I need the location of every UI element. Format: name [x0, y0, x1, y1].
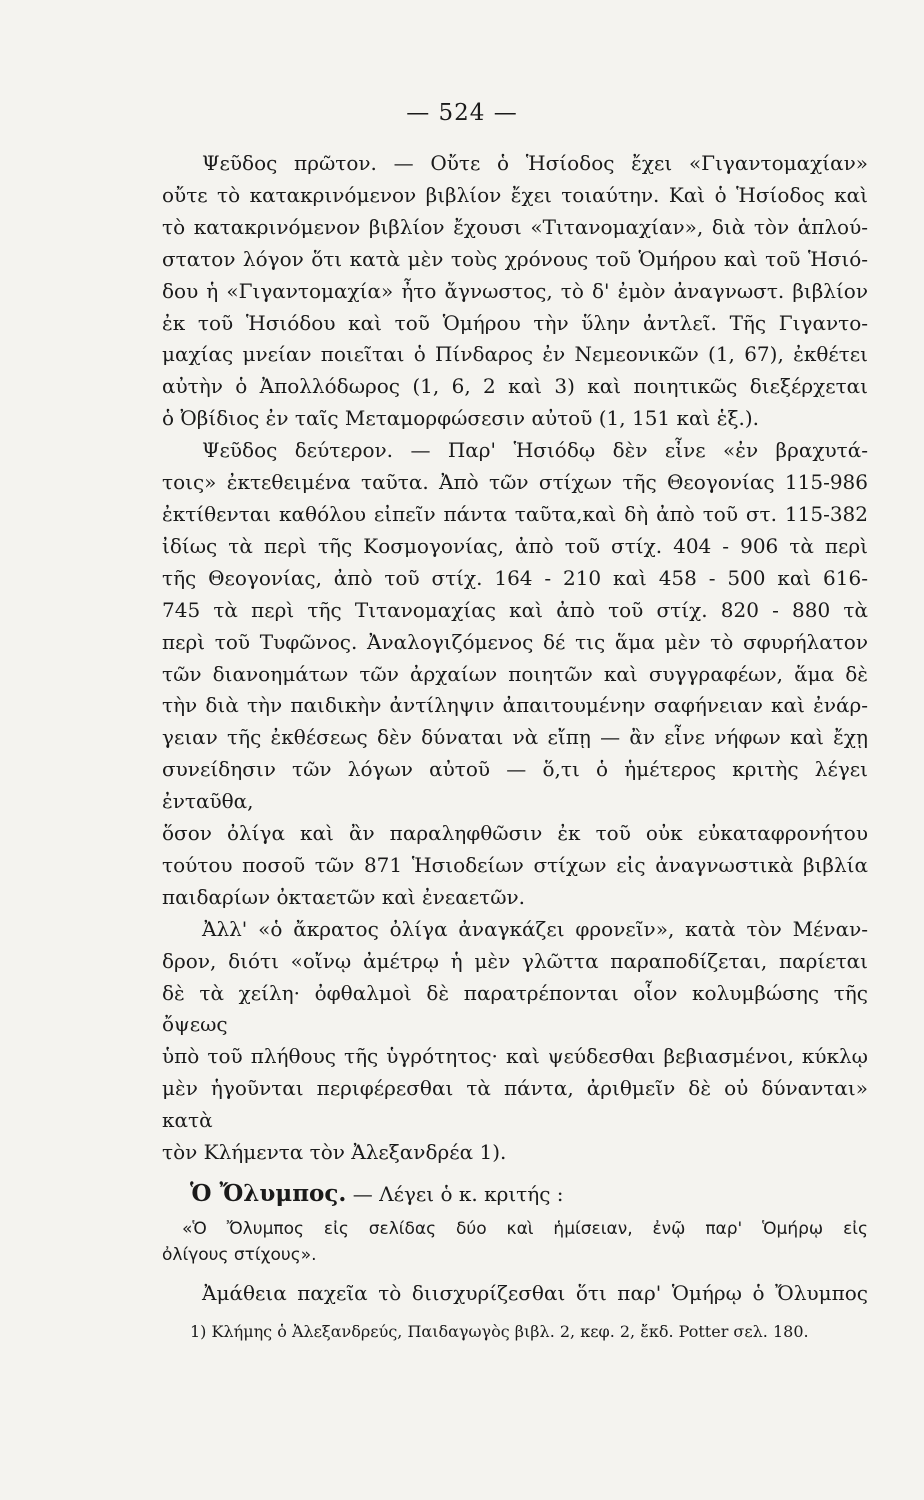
text-line: μαχίας μνείαν ποιεῖται ὁ Πίνδαρος ἐν Νεμεονικῶν (1, 67), ἐκθέτει: [162, 342, 868, 367]
text-line: ὑπὸ τοῦ πλήθους τῆς ὑγρότητος· καὶ ψεύδεσθαι βεβιασμένοι, κύκλῳ: [162, 1044, 868, 1069]
page-number: — 524 —: [406, 100, 518, 126]
body-text: [162, 148, 868, 1169]
text-line: αὐτὴν ὁ Ἀπολλόδωρος (1, 6, 2 καὶ 3) καὶ ποιητικῶς διεξέρχεται: [162, 374, 868, 399]
text-line: ὁ Ὀβίδιος ἐν ταῖς Μεταμορφώσεσιν αὐτοῦ (1, 151 καὶ ἑξ.).: [162, 406, 759, 431]
text-line: τούτου ποσοῦ τῶν 871 Ἡσιοδείων στίχων εἰς ἀναγνωστικὰ βιβλία: [162, 852, 868, 877]
text-line: τὸν Κλήμεντα τὸν Ἀλεξανδρέα 1).: [162, 1140, 507, 1165]
text-line: περὶ τοῦ Τυφῶνος. Ἀναλογιζόμενος δέ τις ἅμα μὲν τὸ σφυρήλατον: [162, 629, 868, 654]
text-line: τὸ κατακρινόμενον βιβλίον ἔχουσι «Τιτανομαχίαν», διὰ τὸν ἁπλού-: [162, 214, 868, 239]
section-body: [162, 1278, 868, 1310]
text-line: συνείδησιν τῶν λόγων αὐτοῦ — ὅ,τι ὁ ἡμέτερος κριτὴς λέγει ἐνταῦθα,: [162, 757, 868, 814]
text-line: δου ἡ «Γιγαντομαχία» ἦτο ἄγνωστος, τὸ δ' ἐμὸν ἀναγνωστ. βιβλίον: [162, 278, 868, 303]
text-line: τὴν διὰ τὴν παιδικὴν ἀντίληψιν ἀπαιτουμένην σαφήνειαν καὶ ἐνάρ-: [162, 693, 868, 718]
section-heading: [190, 1180, 868, 1207]
paragraph-3: [162, 914, 868, 1169]
text-line: Ψεῦδος δεύτερον. — Παρ' Ἡσιόδῳ δὲν εἶνε «ἐν βραχυτά-: [202, 438, 868, 463]
text-line: παιδαρίων ὀκταετῶν καὶ ἐνεαετῶν.: [162, 884, 526, 909]
text-line: οὔτε τὸ κατακρινόμενον βιβλίον ἔχει τοιαύτην. Καὶ ὁ Ἡσίοδος καὶ: [162, 182, 868, 207]
text-line: δρον, διότι «οἴνῳ ἀμέτρῳ ἡ μὲν γλῶττα παραποδίζεται, παρίεται: [162, 948, 868, 973]
critic-quote: [162, 1216, 868, 1268]
text-line: μὲν ἡγοῦνται περιφέρεσθαι τὰ πάντα, ἀριθμεῖν δὲ οὐ δύνανται» κατὰ: [162, 1076, 868, 1133]
footnote: 1) Κλήμης ὁ Ἀλεξανδρεύς, Παιδαγωγὸς βιβλ. 2, κεφ. 2, ἔκδ. Potter σελ. 180.: [190, 1322, 809, 1341]
text-line: 745 τὰ περὶ τῆς Τιτανομαχίας καὶ ἀπὸ τοῦ στίχ. 820 - 880 τὰ: [162, 597, 868, 622]
text-line: τοις» ἐκτεθειμένα ταῦτα. Ἀπὸ τῶν στίχων τῆς Θεογονίας 115-986: [162, 470, 868, 495]
paragraph-1: [162, 148, 868, 435]
text-line: ἰδίως τὰ περὶ τῆς Κοσμογονίας, ἀπὸ τοῦ στίχ. 404 - 906 τὰ περὶ: [162, 533, 868, 558]
text-line: στατον λόγον ὅτι κατὰ μὲν τοὺς χρόνους τοῦ Ὁμήρου καὶ τοῦ Ἡσιό-: [162, 246, 868, 271]
text-line: ἐκτίθενται καθόλου εἰπεῖν πάντα ταῦτα,καὶ δὴ ἀπὸ τοῦ στ. 115-382: [162, 501, 868, 526]
text-line: δὲ τὰ χείλη· ὀφθαλμοὶ δὲ παρατρέπονται οἷον κολυμβώσης τῆς ὄψεως: [162, 980, 868, 1037]
quote-line: «Ὁ Ὄλυμπος εἰς σελίδας δύο καὶ ἡμίσειαν, ἐνῷ παρ' Ὁμήρῳ εἰς: [182, 1219, 868, 1239]
text-line: τῶν διανοημάτων τῶν ἀρχαίων ποιητῶν καὶ συγγραφέων, ἅμα δὲ: [162, 661, 868, 686]
text-line: ἐκ τοῦ Ἡσιόδου καὶ τοῦ Ὁμήρου τὴν ὕλην ἀντλεῖ. Τῆς Γιγαντο-: [162, 310, 868, 335]
text-line: Ψεῦδος πρῶτον. — Οὔτε ὁ Ἡσίοδος ἔχει «Γιγαντομαχίαν»: [202, 151, 868, 175]
text-line: Ἀλλ' «ὁ ἄκρατος ὀλίγα ἀναγκάζει φρονεῖν», κατὰ τὸν Μέναν-: [202, 916, 868, 941]
text-line: τῆς Θεογονίας, ἀπὸ τοῦ στίχ. 164 - 210 καὶ 458 - 500 καὶ 616-: [162, 565, 868, 590]
text-line: Ἀμάθεια παχεῖα τὸ διισχυρίζεσθαι ὅτι παρ' Ὁμήρῳ ὁ Ὄλυμπος: [202, 1281, 868, 1305]
text-line: γειαν τῆς ἐκθέσεως δὲν δύναται νὰ εἴπῃ — ἂν εἶνε νήφων καὶ ἔχῃ: [162, 725, 868, 750]
section-intro: — Λέγει ὁ κ. κριτής :: [352, 1182, 564, 1206]
paragraph-2: [162, 435, 868, 914]
quote-line: ὀλίγους στίχους».: [162, 1245, 317, 1265]
section-title: Ὁ Ὄλυμπος.: [190, 1180, 347, 1207]
text-line: ὅσον ὀλίγα καὶ ἂν παραληφθῶσιν ἐκ τοῦ οὐκ εὐκαταφρονήτου: [162, 821, 868, 846]
